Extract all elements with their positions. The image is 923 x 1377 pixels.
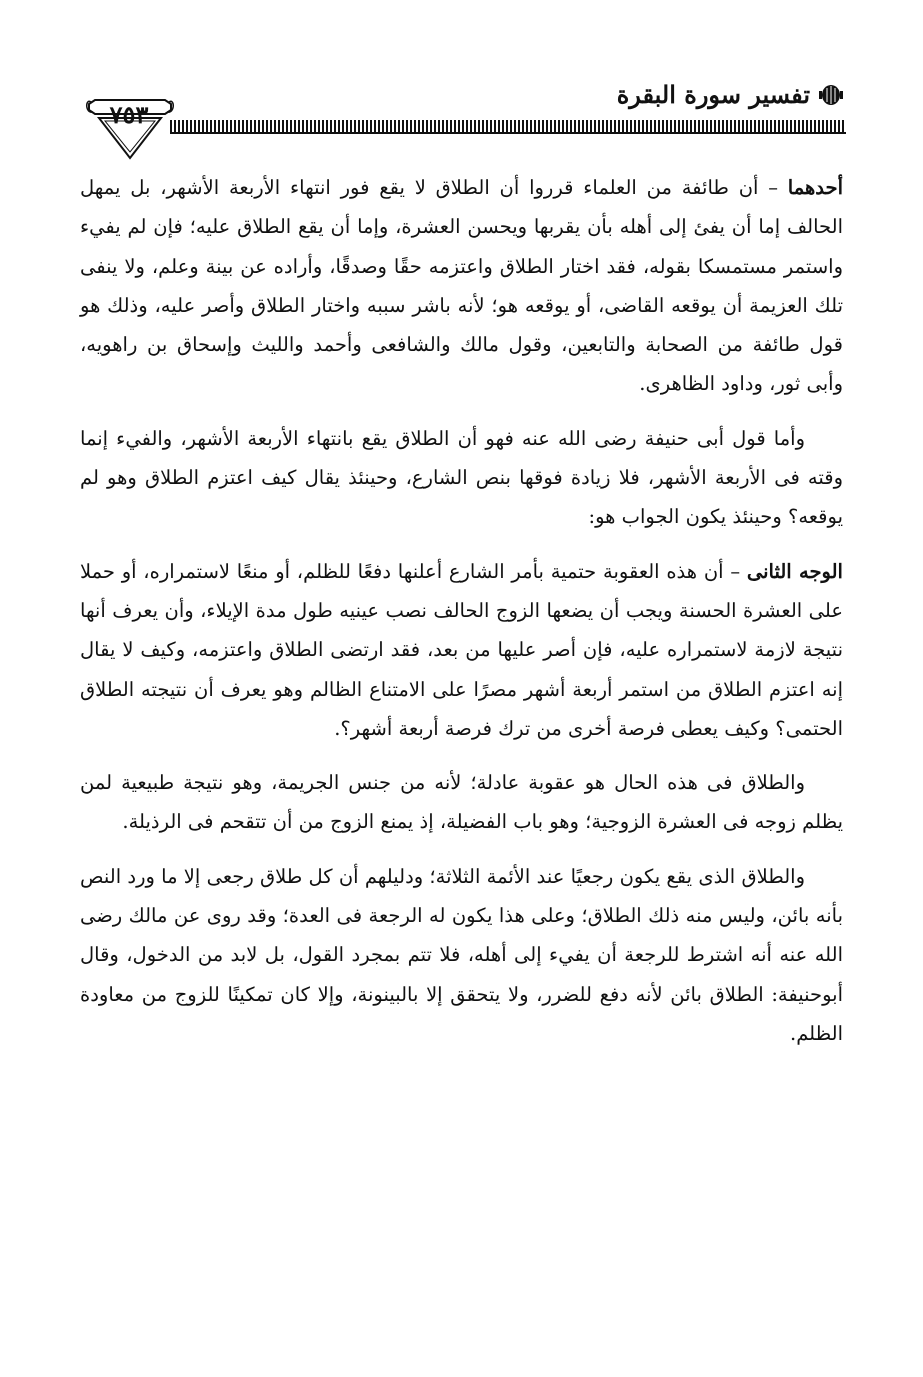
page-number: ٧٥٣ <box>109 100 149 129</box>
paragraph-text: – أن طائفة من العلماء قرروا أن الطلاق لا يقع فور انتهاء الأربعة الأشهر، بل يمهل الحالف إما أن يفئ إلى أهله بأن يقربها ويحسن العشرة، وإما أن يقع الطلاق عليه؛ فإن لم يفيء واستمر مستمسكا بقوله، فقد اختار الطلاق واعتزمه حقًا وصدقًا، وأراده عن بينة وعلم، ولا ينفى تلك العزيمة أن يوقعه القاضى، أو يوقعه هو؛ لأنه باشر سببه واختار الطلاق وأصر عليه، وذلك هو قول طائفة من الصحابة والتابعين، وقول مالك والشافعى وأحمد والليث وإسحاق بن راهويه، وأبى ثور، وداود الظاهرى. <box>80 176 843 396</box>
paragraph-1 <box>80 168 843 404</box>
body-text <box>80 168 843 1068</box>
paragraph-4 <box>80 763 843 842</box>
paragraph-text: – أن هذه العقوبة حتمية بأمر الشارع أعلنها دفعًا للظلم، أو منعًا لاستمراره، أو حملا على العشرة الحسنة ويجب أن يضعها الزوج الحالف نصب عينيه طول مدة الإيلاء، وأن يعرف أنها نتيجة لازمة لاستمراره عليه، فإن أصر عليها من بعد، فقد ارتضى الطلاق واعتزمه، وكيف لا يقال إنه اعتزم الطلاق من استمر أربعة أشهر مصرًا على الامتناع الظالم وهو يعرف أن نتيجته الطلاق الحتمى؟ وكيف يعطى فرصة أخرى من ترك فرصة أربعة أشهر؟. <box>80 559 843 740</box>
page-header <box>0 60 923 170</box>
flower-bullet-icon <box>817 82 845 108</box>
paragraph-text: وأما قول أبى حنيفة رضى الله عنه فهو أن الطلاق يقع بانتهاء الأربعة الأشهر، والفيء إنما وقته فى الأربعة الأشهر، فلا زيادة فوقها بنص الشارع، وحينئذ يقال كيف اعتزم الطلاق وهو لم يوقعه؟ وحينئذ يكون الجواب هو: <box>80 426 843 529</box>
running-title: تفسير سورة البقرة <box>616 80 810 109</box>
paragraph-lead: أحدهما <box>787 176 843 199</box>
header-rule-base <box>170 132 846 134</box>
header-rule <box>170 120 846 132</box>
paragraph-5 <box>80 857 843 1053</box>
paragraph-text: والطلاق فى هذه الحال هو عقوبة عادلة؛ لأنه من جنس الجريمة، وهو نتيجة طبيعية لمن يظلم زوجه فى العشرة الزوجية؛ وهو باب الفضيلة، إذ يمنع الزوج من أن تتقحم فى الرذيلة. <box>80 771 843 834</box>
paragraph-3 <box>80 552 843 748</box>
paragraph-2 <box>80 419 843 537</box>
paragraph-text: والطلاق الذى يقع يكون رجعيًا عند الأئمة الثلاثة؛ ودليلهم أن كل طلاق رجعى إلا ما ورد النص بأنه بائن، وليس منه ذلك الطلاق؛ وعلى هذا يكون له الرجعة فى العدة؛ وقد روى عن مالك رضى الله عنه أنه اشترط للرجعة أن يفيء إلى أهله، فلا تتم بمجرد القول، بل لابد من الدخول، وقال أبوحنيفة: الطلاق بائن لأنه دفع للضرر، ولا يتحقق إلا بالبينونة، وإلا كان تمكينًا للزوج من معاودة الظلم. <box>80 864 843 1045</box>
paragraph-lead: الوجه الثانى <box>746 559 843 583</box>
